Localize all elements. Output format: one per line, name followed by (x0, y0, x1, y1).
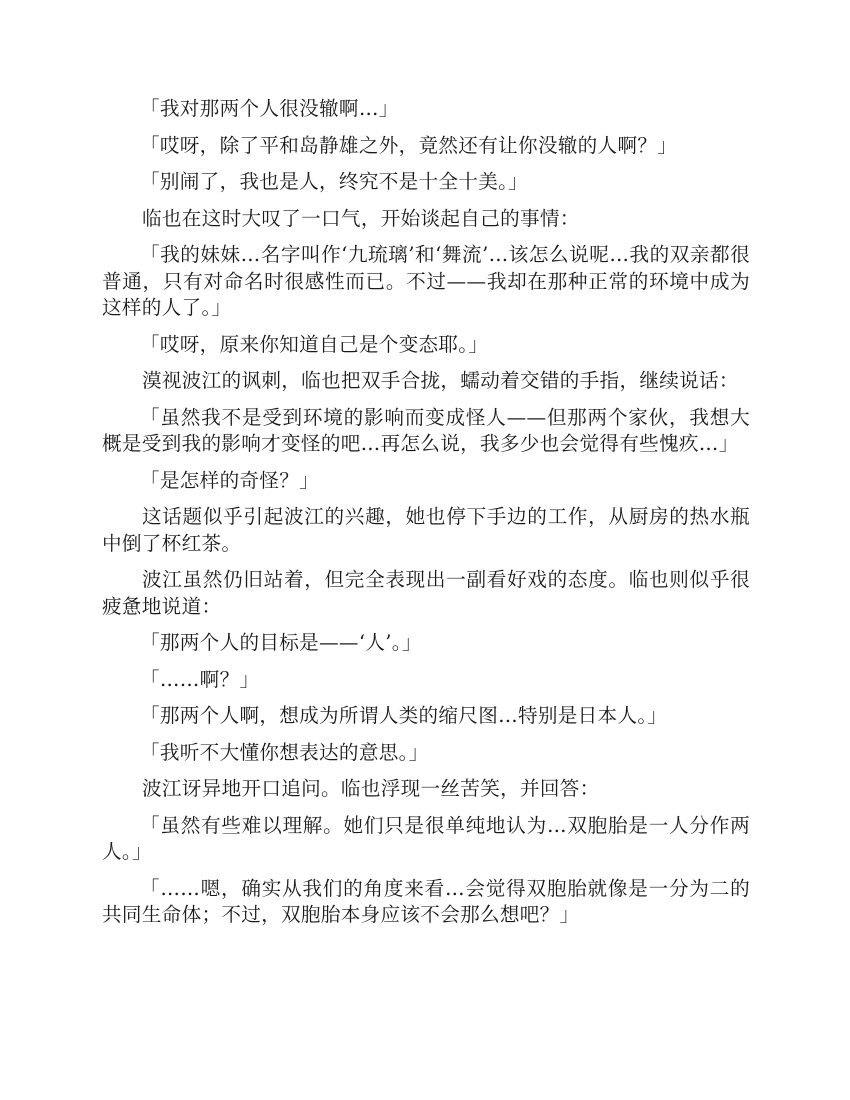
paragraph: 「那两个人啊，想成为所谓人类的缩尺图…特别是日本人。」 (140, 704, 668, 727)
paragraph: 「虽然有些难以理解。她们只是很单纯地认为…双胞胎是一人分作两人。」 (102, 813, 750, 863)
paragraph: 漠视波江的讽刺，临也把双手合拢，蠕动着交错的手指，继续说话： (142, 369, 739, 392)
paragraph: 波江虽然仍旧站着，但完全表现出一副看好戏的态度。临也则似乎很疲惫地说道： (102, 568, 750, 618)
paragraph: 「我听不大懂你想表达的意思。」 (140, 740, 429, 764)
paragraph: 「是怎样的奇怪？」 (140, 468, 320, 492)
document-page (102, 96, 750, 939)
paragraph: 波江讶异地开口追问。临也浮现一丝苦笑，并回答： (142, 777, 600, 800)
paragraph: 「虽然我不是受到环境的影响而变成怪人——但那两个家伙，我想大概是受到我的影响才变怪的吧…再怎么说，我多少也会觉得有些愧疚…」 (102, 405, 750, 455)
paragraph: 「哎呀，原来你知道自己是个变态耶。」 (140, 332, 489, 356)
paragraph: 「……嗯，确实从我们的角度来看…会觉得双胞胎就像是一分为二的共同生命体；不过，双胞胎本身应该不会那么想吧？」 (102, 876, 750, 926)
paragraph: 「……啊？」 (140, 667, 260, 691)
paragraph: 「哎呀，除了平和岛静雄之外，竟然还有让你没辙的人啊？」 (140, 133, 678, 157)
paragraph: 「那两个人的目标是——‘人’。」 (140, 631, 422, 654)
paragraph: 「我对那两个人很没辙啊…」 (140, 97, 399, 120)
paragraph: 「我的妹妹…名字叫作‘九琉璃’和‘舞流’…该怎么说呢…我的双亲都很普通，只有对命名时很感性而已。不过——我却在那种正常的环境中成为这样的人了。」 (102, 243, 750, 319)
paragraph: 临也在这时大叹了一口气，开始谈起自己的事情： (142, 206, 580, 230)
paragraph: 「别闹了，我也是人，终究不是十全十美。」 (140, 170, 529, 193)
paragraph: 这话题似乎引起波江的兴趣，她也停下手边的工作，从厨房的热水瓶中倒了杯红茶。 (102, 505, 750, 555)
